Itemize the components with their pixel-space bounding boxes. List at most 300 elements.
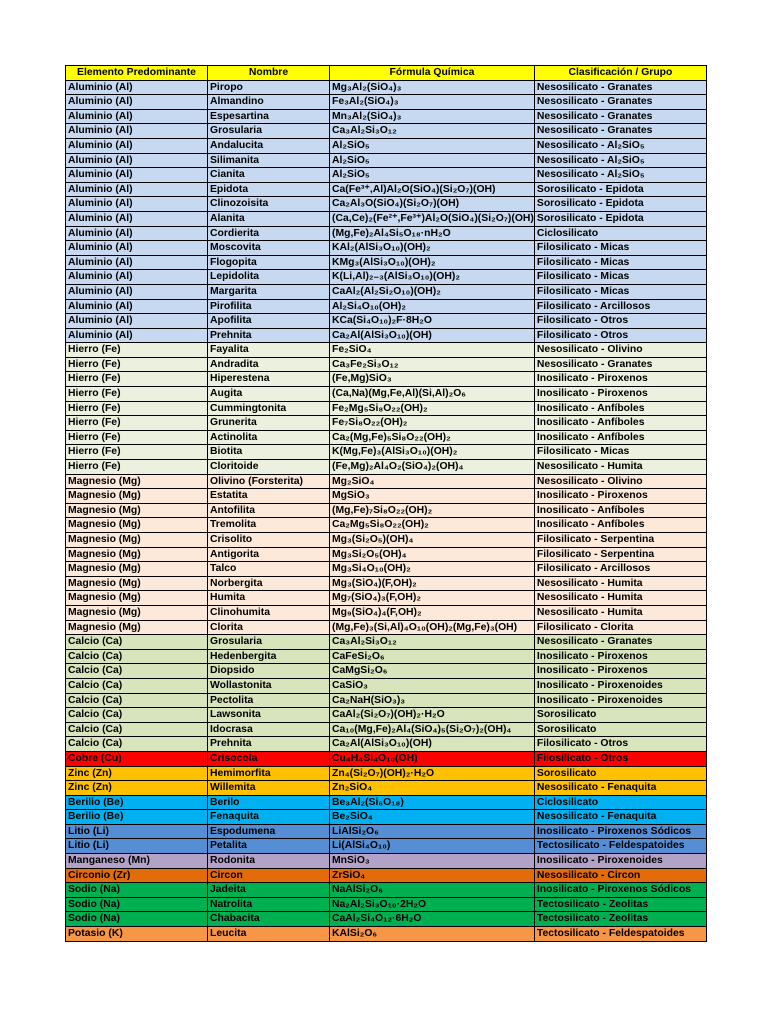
cell-element[interactable]: Sodio (Na)	[66, 897, 208, 912]
cell-element[interactable]: Calcio (Ca)	[66, 722, 208, 737]
cell-classification[interactable]: Tectosilicato - Zeolitas	[534, 912, 706, 927]
table-row	[66, 605, 707, 620]
cell-element[interactable]: Magnesio (Mg)	[66, 576, 208, 591]
table-row	[66, 883, 707, 898]
table-row	[66, 824, 707, 839]
cell-classification[interactable]: Sorosilicato - Epidota	[534, 197, 706, 212]
table-row	[66, 357, 707, 372]
cell-formula[interactable]: Zn₄(Si₂O₇)(OH)₂·H₂O	[330, 766, 535, 781]
table-row	[66, 416, 707, 431]
table-row	[66, 620, 707, 635]
cell-formula[interactable]: CaSiO₃	[330, 678, 535, 693]
cell-formula[interactable]: KAlSi₂O₆	[330, 927, 535, 942]
cell-name[interactable]: Almandino	[208, 95, 330, 110]
cell-formula[interactable]: (Fe,Mg)SiO₃	[330, 372, 535, 387]
cell-formula[interactable]: MnSiO₃	[330, 854, 535, 869]
cell-formula[interactable]: ZrSiO₄	[330, 868, 535, 883]
cell-formula[interactable]: (Mg,Fe)₇Si₈O₂₂(OH)₂	[330, 503, 535, 518]
cell-classification[interactable]: Filosilicato - Serpentina	[534, 547, 706, 562]
cell-classification[interactable]: Sorosilicato - Epidota	[534, 211, 706, 226]
cell-name[interactable]: Grunerita	[208, 416, 330, 431]
cell-formula[interactable]: Al₂SiO₅	[330, 138, 535, 153]
table-row	[66, 197, 707, 212]
cell-element[interactable]: Aluminio (Al)	[66, 226, 208, 241]
header-classification[interactable]: Clasificación / Grupo	[534, 66, 706, 81]
cell-element[interactable]: Aluminio (Al)	[66, 138, 208, 153]
cell-name[interactable]: Crisocola	[208, 751, 330, 766]
cell-classification[interactable]: Filosilicato - Arcillosos	[534, 562, 706, 577]
table-row	[66, 401, 707, 416]
table-row	[66, 927, 707, 942]
table-row	[66, 387, 707, 402]
cell-formula[interactable]: Fe₃Al₂(SiO₄)₃	[330, 95, 535, 110]
cell-name[interactable]: Lawsonita	[208, 708, 330, 723]
header-element[interactable]: Elemento Predominante	[66, 66, 208, 81]
cell-formula[interactable]: Al₂SiO₅	[330, 153, 535, 168]
cell-element[interactable]: Calcio (Ca)	[66, 737, 208, 752]
table-row	[66, 708, 707, 723]
cell-classification[interactable]: Filosilicato - Serpentina	[534, 533, 706, 548]
cell-formula[interactable]: Ca₃Fe₂Si₃O₁₂	[330, 357, 535, 372]
table-body	[66, 80, 707, 941]
table-row	[66, 678, 707, 693]
cell-element[interactable]: Magnesio (Mg)	[66, 474, 208, 489]
cell-element[interactable]: Hierro (Fe)	[66, 343, 208, 358]
table-row	[66, 109, 707, 124]
table-row	[66, 284, 707, 299]
table-row	[66, 897, 707, 912]
cell-formula[interactable]: Ca₂(Mg,Fe)₅Si₈O₂₂(OH)₂	[330, 430, 535, 445]
cell-formula[interactable]: Mg₃Si₄O₁₀(OH)₂	[330, 562, 535, 577]
cell-element[interactable]: Hierro (Fe)	[66, 372, 208, 387]
table-row	[66, 547, 707, 562]
cell-formula[interactable]: Mg₃(SiO₄)(F,OH)₂	[330, 576, 535, 591]
cell-element[interactable]: Calcio (Ca)	[66, 678, 208, 693]
cell-name[interactable]: Circon	[208, 868, 330, 883]
cell-formula[interactable]: CaAl₂Si₄O₁₂·6H₂O	[330, 912, 535, 927]
table-row	[66, 795, 707, 810]
cell-element[interactable]: Aluminio (Al)	[66, 328, 208, 343]
cell-name[interactable]: Idocrasa	[208, 722, 330, 737]
cell-element[interactable]: Manganeso (Mn)	[66, 854, 208, 869]
cell-element[interactable]: Hierro (Fe)	[66, 357, 208, 372]
cell-classification[interactable]: Filosilicato - Micas	[534, 284, 706, 299]
table-row	[66, 912, 707, 927]
cell-formula[interactable]: Ca₂Al₃O(SiO₄)(Si₂O₇)(OH)	[330, 197, 535, 212]
cell-formula[interactable]: Cu₄H₄Si₄O₁₀(OH)	[330, 751, 535, 766]
cell-formula[interactable]: K(Li,Al)₂₋₃(AlSi₃O₁₀)(OH)₂	[330, 270, 535, 285]
table-row	[66, 635, 707, 650]
cell-name[interactable]: Pirofilita	[208, 299, 330, 314]
header-formula[interactable]: Fórmula Química	[330, 66, 535, 81]
table-row	[66, 460, 707, 475]
cell-element[interactable]: Magnesio (Mg)	[66, 562, 208, 577]
cell-name[interactable]: Chabacita	[208, 912, 330, 927]
cell-formula[interactable]: Ca(Fe³⁺,Al)Al₂O(SiO₄)(Si₂O₇)(OH)	[330, 182, 535, 197]
cell-element[interactable]: Calcio (Ca)	[66, 693, 208, 708]
cell-name[interactable]: Prehnita	[208, 328, 330, 343]
table-row	[66, 343, 707, 358]
cell-classification[interactable]: Ciclosilicato	[534, 226, 706, 241]
table-row	[66, 751, 707, 766]
cell-classification[interactable]: Filosilicato - Otros	[534, 314, 706, 329]
cell-name[interactable]: Grosularia	[208, 635, 330, 650]
cell-classification[interactable]: Nesosilicato - Olivino	[534, 343, 706, 358]
cell-classification[interactable]: Filosilicato - Otros	[534, 737, 706, 752]
cell-formula[interactable]: Ca₂Mg₅Si₈O₂₂(OH)₂	[330, 518, 535, 533]
cell-formula[interactable]: Mg₃(Si₂O₅)(OH)₄	[330, 533, 535, 548]
cell-name[interactable]: Clinozoisita	[208, 197, 330, 212]
cell-name[interactable]: Pectolita	[208, 693, 330, 708]
table-row	[66, 737, 707, 752]
cell-name[interactable]: Prehnita	[208, 737, 330, 752]
cell-element[interactable]: Sodio (Na)	[66, 912, 208, 927]
cell-classification[interactable]: Nesosilicato - Granates	[534, 80, 706, 95]
table-row	[66, 533, 707, 548]
cell-classification[interactable]: Nesosilicato - Al₂SiO₅	[534, 168, 706, 183]
table-row	[66, 810, 707, 825]
cell-classification[interactable]: Filosilicato - Micas	[534, 241, 706, 256]
cell-name[interactable]: Cianita	[208, 168, 330, 183]
cell-formula[interactable]: Li(AlSi₄O₁₀)	[330, 839, 535, 854]
cell-element[interactable]: Potasio (K)	[66, 927, 208, 942]
cell-element[interactable]: Aluminio (Al)	[66, 109, 208, 124]
cell-name[interactable]: Tremolita	[208, 518, 330, 533]
cell-formula[interactable]: CaAl₂(Si₂O₇)(OH)₂·H₂O	[330, 708, 535, 723]
minerals-table	[65, 65, 707, 942]
table-row	[66, 591, 707, 606]
cell-name[interactable]: Willemita	[208, 781, 330, 796]
cell-name[interactable]: Crisolito	[208, 533, 330, 548]
cell-classification[interactable]: Inosilicato - Piroxenos	[534, 489, 706, 504]
cell-classification[interactable]: Nesosilicato - Fenaquita	[534, 781, 706, 796]
cell-classification[interactable]: Tectosilicato - Feldespatoides	[534, 927, 706, 942]
cell-formula[interactable]: Ca₂Al(AlSi₃O₁₀)(OH)	[330, 328, 535, 343]
cell-classification[interactable]: Nesosilicato - Olivino	[534, 474, 706, 489]
table-row	[66, 138, 707, 153]
cell-classification[interactable]: Nesosilicato - Fenaquita	[534, 810, 706, 825]
cell-element[interactable]: Aluminio (Al)	[66, 197, 208, 212]
cell-element[interactable]: Aluminio (Al)	[66, 211, 208, 226]
cell-name[interactable]: Wollastonita	[208, 678, 330, 693]
cell-element[interactable]: Litio (Li)	[66, 839, 208, 854]
table-row	[66, 241, 707, 256]
table-row	[66, 722, 707, 737]
cell-name[interactable]: Hedenbergita	[208, 649, 330, 664]
cell-classification[interactable]: Nesosilicato - Granates	[534, 95, 706, 110]
cell-name[interactable]: Talco	[208, 562, 330, 577]
cell-element[interactable]: Magnesio (Mg)	[66, 518, 208, 533]
cell-element[interactable]: Hierro (Fe)	[66, 445, 208, 460]
cell-name[interactable]: Margarita	[208, 284, 330, 299]
cell-element[interactable]: Magnesio (Mg)	[66, 605, 208, 620]
cell-element[interactable]: Hierro (Fe)	[66, 416, 208, 431]
cell-formula[interactable]: (Ca,Na)(Mg,Fe,Al)(Si,Al)₂O₆	[330, 387, 535, 402]
cell-name[interactable]: Alanita	[208, 211, 330, 226]
table-row	[66, 372, 707, 387]
table-row	[66, 153, 707, 168]
cell-element[interactable]: Magnesio (Mg)	[66, 547, 208, 562]
table-row	[66, 503, 707, 518]
cell-name[interactable]: Flogopita	[208, 255, 330, 270]
cell-formula[interactable]: Mg₂SiO₄	[330, 474, 535, 489]
cell-name[interactable]: Espodumena	[208, 824, 330, 839]
table-row	[66, 839, 707, 854]
table-row	[66, 299, 707, 314]
cell-formula[interactable]: Zn₂SiO₄	[330, 781, 535, 796]
cell-element[interactable]: Aluminio (Al)	[66, 314, 208, 329]
cell-formula[interactable]: Fe₂Mg₅Si₈O₂₂(OH)₂	[330, 401, 535, 416]
cell-classification[interactable]: Filosilicato - Micas	[534, 255, 706, 270]
cell-formula[interactable]: LiAlSi₂O₆	[330, 824, 535, 839]
cell-element[interactable]: Berilio (Be)	[66, 810, 208, 825]
cell-formula[interactable]: (Mg,Fe)₂Al₄Si₅O₁₈·nH₂O	[330, 226, 535, 241]
cell-classification[interactable]: Inosilicato - Anfíboles	[534, 416, 706, 431]
table-row	[66, 854, 707, 869]
cell-name[interactable]: Petalita	[208, 839, 330, 854]
cell-classification[interactable]: Filosilicato - Arcillosos	[534, 299, 706, 314]
cell-formula[interactable]: K(Mg,Fe)₃(AlSi₃O₁₀)(OH)₂	[330, 445, 535, 460]
cell-element[interactable]: Aluminio (Al)	[66, 284, 208, 299]
cell-element[interactable]: Aluminio (Al)	[66, 255, 208, 270]
cell-element[interactable]: Aluminio (Al)	[66, 270, 208, 285]
cell-classification[interactable]: Inosilicato - Piroxenos	[534, 372, 706, 387]
cell-formula[interactable]: (Mg,Fe)₃(Si,Al)₄O₁₀(OH)₂(Mg,Fe)₃(OH)	[330, 620, 535, 635]
cell-formula[interactable]: Al₂Si₄O₁₀(OH)₂	[330, 299, 535, 314]
table-row	[66, 868, 707, 883]
cell-formula[interactable]: MgSiO₃	[330, 489, 535, 504]
table-row	[66, 781, 707, 796]
cell-element[interactable]: Hierro (Fe)	[66, 430, 208, 445]
cell-formula[interactable]: Al₂SiO₅	[330, 168, 535, 183]
cell-classification[interactable]: Filosilicato - Micas	[534, 270, 706, 285]
cell-classification[interactable]: Inosilicato - Anfíboles	[534, 503, 706, 518]
cell-name[interactable]: Clorita	[208, 620, 330, 635]
cell-classification[interactable]: Sorosilicato	[534, 766, 706, 781]
cell-classification[interactable]: Nesosilicato - Circon	[534, 868, 706, 883]
cell-formula[interactable]: Mg₉(SiO₄)₄(F,OH)₂	[330, 605, 535, 620]
cell-name[interactable]: Moscovita	[208, 241, 330, 256]
cell-name[interactable]: Hemimorfita	[208, 766, 330, 781]
cell-formula[interactable]: Ca₂NaH(SiO₃)₃	[330, 693, 535, 708]
cell-name[interactable]: Biotita	[208, 445, 330, 460]
cell-element[interactable]: Litio (Li)	[66, 824, 208, 839]
cell-element[interactable]: Hierro (Fe)	[66, 460, 208, 475]
cell-element[interactable]: Aluminio (Al)	[66, 168, 208, 183]
table-row	[66, 211, 707, 226]
cell-formula[interactable]: Mn₃Al₂(SiO₄)₃	[330, 109, 535, 124]
cell-classification[interactable]: Tectosilicato - Feldespatoides	[534, 839, 706, 854]
cell-name[interactable]: Leucita	[208, 927, 330, 942]
cell-name[interactable]: Cloritoide	[208, 460, 330, 475]
table-row	[66, 474, 707, 489]
cell-name[interactable]: Andalucita	[208, 138, 330, 153]
cell-classification[interactable]: Nesosilicato - Granates	[534, 109, 706, 124]
cell-element[interactable]: Zinc (Zn)	[66, 766, 208, 781]
cell-name[interactable]: Hiperestena	[208, 372, 330, 387]
cell-formula[interactable]: Ca₁₀(Mg,Fe)₂Al₄(SiO₄)₅(Si₂O₇)₂(OH)₄	[330, 722, 535, 737]
cell-element[interactable]: Magnesio (Mg)	[66, 503, 208, 518]
cell-name[interactable]: Grosularia	[208, 124, 330, 139]
cell-name[interactable]: Antofilita	[208, 503, 330, 518]
cell-classification[interactable]: Inosilicato - Piroxenos Sódicos	[534, 824, 706, 839]
table-row	[66, 766, 707, 781]
cell-name[interactable]: Norbergita	[208, 576, 330, 591]
cell-formula[interactable]: CaFeSi₂O₆	[330, 649, 535, 664]
cell-name[interactable]: Andradita	[208, 357, 330, 372]
cell-formula[interactable]: Ca₂Al(AlSi₃O₁₀)(OH)	[330, 737, 535, 752]
cell-classification[interactable]: Ciclosilicato	[534, 795, 706, 810]
cell-formula[interactable]: KMg₃(AlSi₃O₁₀)(OH)₂	[330, 255, 535, 270]
cell-formula[interactable]: Fe₇Si₈O₂₂(OH)₂	[330, 416, 535, 431]
cell-element[interactable]: Aluminio (Al)	[66, 182, 208, 197]
cell-name[interactable]: Cummingtonita	[208, 401, 330, 416]
cell-formula[interactable]: Fe₂SiO₄	[330, 343, 535, 358]
cell-classification[interactable]: Filosilicato - Micas	[534, 445, 706, 460]
cell-classification[interactable]: Nesosilicato - Granates	[534, 635, 706, 650]
cell-classification[interactable]: Inosilicato - Piroxenoides	[534, 854, 706, 869]
cell-formula[interactable]: (Fe,Mg)₂Al₄O₂(SiO₄)₂(OH)₄	[330, 460, 535, 475]
cell-element[interactable]: Magnesio (Mg)	[66, 591, 208, 606]
table-row	[66, 255, 707, 270]
cell-classification[interactable]: Nesosilicato - Humita	[534, 576, 706, 591]
cell-name[interactable]: Cordierita	[208, 226, 330, 241]
cell-element[interactable]: Aluminio (Al)	[66, 80, 208, 95]
cell-element[interactable]: Aluminio (Al)	[66, 124, 208, 139]
cell-element[interactable]: Circonio (Zr)	[66, 868, 208, 883]
cell-name[interactable]: Piropo	[208, 80, 330, 95]
cell-formula[interactable]: Mg₃Al₂(SiO₄)₃	[330, 80, 535, 95]
cell-classification[interactable]: Nesosilicato - Al₂SiO₅	[534, 138, 706, 153]
cell-classification[interactable]: Nesosilicato - Humita	[534, 460, 706, 475]
cell-classification[interactable]: Inosilicato - Anfíboles	[534, 401, 706, 416]
cell-classification[interactable]: Nesosilicato - Granates	[534, 124, 706, 139]
cell-name[interactable]: Fayalita	[208, 343, 330, 358]
table-row	[66, 562, 707, 577]
table-row	[66, 314, 707, 329]
cell-name[interactable]: Jadeita	[208, 883, 330, 898]
cell-element[interactable]: Aluminio (Al)	[66, 299, 208, 314]
cell-formula[interactable]: Ca₃Al₂Si₃O₁₂	[330, 124, 535, 139]
cell-name[interactable]: Lepidolita	[208, 270, 330, 285]
cell-formula[interactable]: Be₂SiO₄	[330, 810, 535, 825]
cell-name[interactable]: Estatita	[208, 489, 330, 504]
cell-classification[interactable]: Inosilicato - Piroxenoides	[534, 693, 706, 708]
cell-element[interactable]: Calcio (Ca)	[66, 664, 208, 679]
cell-element[interactable]: Magnesio (Mg)	[66, 620, 208, 635]
cell-classification[interactable]: Inosilicato - Piroxenos	[534, 387, 706, 402]
cell-name[interactable]: Actinolita	[208, 430, 330, 445]
table-row	[66, 124, 707, 139]
cell-classification[interactable]: Inosilicato - Anfíboles	[534, 430, 706, 445]
cell-classification[interactable]: Filosilicato - Otros	[534, 751, 706, 766]
cell-classification[interactable]: Filosilicato - Clorita	[534, 620, 706, 635]
cell-element[interactable]: Hierro (Fe)	[66, 387, 208, 402]
cell-formula[interactable]: Na₂Al₂Si₃O₁₀·2H₂O	[330, 897, 535, 912]
cell-classification[interactable]: Nesosilicato - Humita	[534, 591, 706, 606]
cell-name[interactable]: Apofilita	[208, 314, 330, 329]
table-row	[66, 489, 707, 504]
table-row	[66, 430, 707, 445]
cell-classification[interactable]: Inosilicato - Piroxenos	[534, 649, 706, 664]
cell-name[interactable]: Espesartina	[208, 109, 330, 124]
cell-element[interactable]: Cobre (Cu)	[66, 751, 208, 766]
cell-formula[interactable]: CaMgSi₂O₆	[330, 664, 535, 679]
cell-name[interactable]: Natrolita	[208, 897, 330, 912]
cell-name[interactable]: Rodonita	[208, 854, 330, 869]
cell-formula[interactable]: CaAl₂(Al₂Si₂O₁₀)(OH)₂	[330, 284, 535, 299]
table-row	[66, 518, 707, 533]
cell-element[interactable]: Calcio (Ca)	[66, 708, 208, 723]
table-row	[66, 95, 707, 110]
cell-classification[interactable]: Tectosilicato - Zeolitas	[534, 897, 706, 912]
cell-name[interactable]: Humita	[208, 591, 330, 606]
cell-element[interactable]: Hierro (Fe)	[66, 401, 208, 416]
cell-formula[interactable]: (Ca,Ce)₂(Fe²⁺,Fe³⁺)Al₂O(SiO₄)(Si₂O₇)(OH)	[330, 211, 535, 226]
cell-element[interactable]: Aluminio (Al)	[66, 153, 208, 168]
cell-element[interactable]: Calcio (Ca)	[66, 649, 208, 664]
cell-name[interactable]: Olivino (Forsterita)	[208, 474, 330, 489]
cell-formula[interactable]: Be₃Al₂(Si₆O₁₈)	[330, 795, 535, 810]
cell-classification[interactable]: Filosilicato - Otros	[534, 328, 706, 343]
table-row	[66, 226, 707, 241]
cell-formula[interactable]: KCa(Si₄O₁₀)₂F·8H₂O	[330, 314, 535, 329]
cell-classification[interactable]: Nesosilicato - Granates	[534, 357, 706, 372]
header-row	[66, 66, 707, 81]
table-row	[66, 328, 707, 343]
cell-element[interactable]: Berilio (Be)	[66, 795, 208, 810]
cell-element[interactable]: Aluminio (Al)	[66, 95, 208, 110]
header-name[interactable]: Nombre	[208, 66, 330, 81]
cell-name[interactable]: Clinohumita	[208, 605, 330, 620]
cell-element[interactable]: Magnesio (Mg)	[66, 533, 208, 548]
cell-classification[interactable]: Sorosilicato	[534, 722, 706, 737]
cell-name[interactable]: Diopsido	[208, 664, 330, 679]
cell-element[interactable]: Sodio (Na)	[66, 883, 208, 898]
cell-formula[interactable]: Mg₇(SiO₄)₃(F,OH)₂	[330, 591, 535, 606]
cell-classification[interactable]: Inosilicato - Piroxenoides	[534, 678, 706, 693]
cell-classification[interactable]: Nesosilicato - Humita	[534, 605, 706, 620]
cell-element[interactable]: Magnesio (Mg)	[66, 489, 208, 504]
cell-formula[interactable]: KAl₂(AlSi₃O₁₀)(OH)₂	[330, 241, 535, 256]
table-row	[66, 576, 707, 591]
cell-name[interactable]: Silimanita	[208, 153, 330, 168]
cell-classification[interactable]: Inosilicato - Piroxenos Sódicos	[534, 883, 706, 898]
cell-name[interactable]: Antigorita	[208, 547, 330, 562]
cell-element[interactable]: Calcio (Ca)	[66, 635, 208, 650]
cell-classification[interactable]: Inosilicato - Piroxenos	[534, 664, 706, 679]
cell-formula[interactable]: Ca₃Al₂Si₃O₁₂	[330, 635, 535, 650]
cell-classification[interactable]: Nesosilicato - Al₂SiO₅	[534, 153, 706, 168]
table-row	[66, 649, 707, 664]
table-row	[66, 445, 707, 460]
cell-formula[interactable]: NaAlSi₂O₆	[330, 883, 535, 898]
cell-element[interactable]: Aluminio (Al)	[66, 241, 208, 256]
table-row	[66, 168, 707, 183]
cell-name[interactable]: Epidota	[208, 182, 330, 197]
table-row	[66, 664, 707, 679]
cell-name[interactable]: Fenaquita	[208, 810, 330, 825]
cell-name[interactable]: Berilo	[208, 795, 330, 810]
cell-classification[interactable]: Sorosilicato - Epidota	[534, 182, 706, 197]
cell-classification[interactable]: Sorosilicato	[534, 708, 706, 723]
cell-name[interactable]: Augita	[208, 387, 330, 402]
cell-classification[interactable]: Inosilicato - Anfíboles	[534, 518, 706, 533]
table-row	[66, 270, 707, 285]
table-row	[66, 80, 707, 95]
cell-formula[interactable]: Mg₃Si₂O₅(OH)₄	[330, 547, 535, 562]
cell-element[interactable]: Zinc (Zn)	[66, 781, 208, 796]
